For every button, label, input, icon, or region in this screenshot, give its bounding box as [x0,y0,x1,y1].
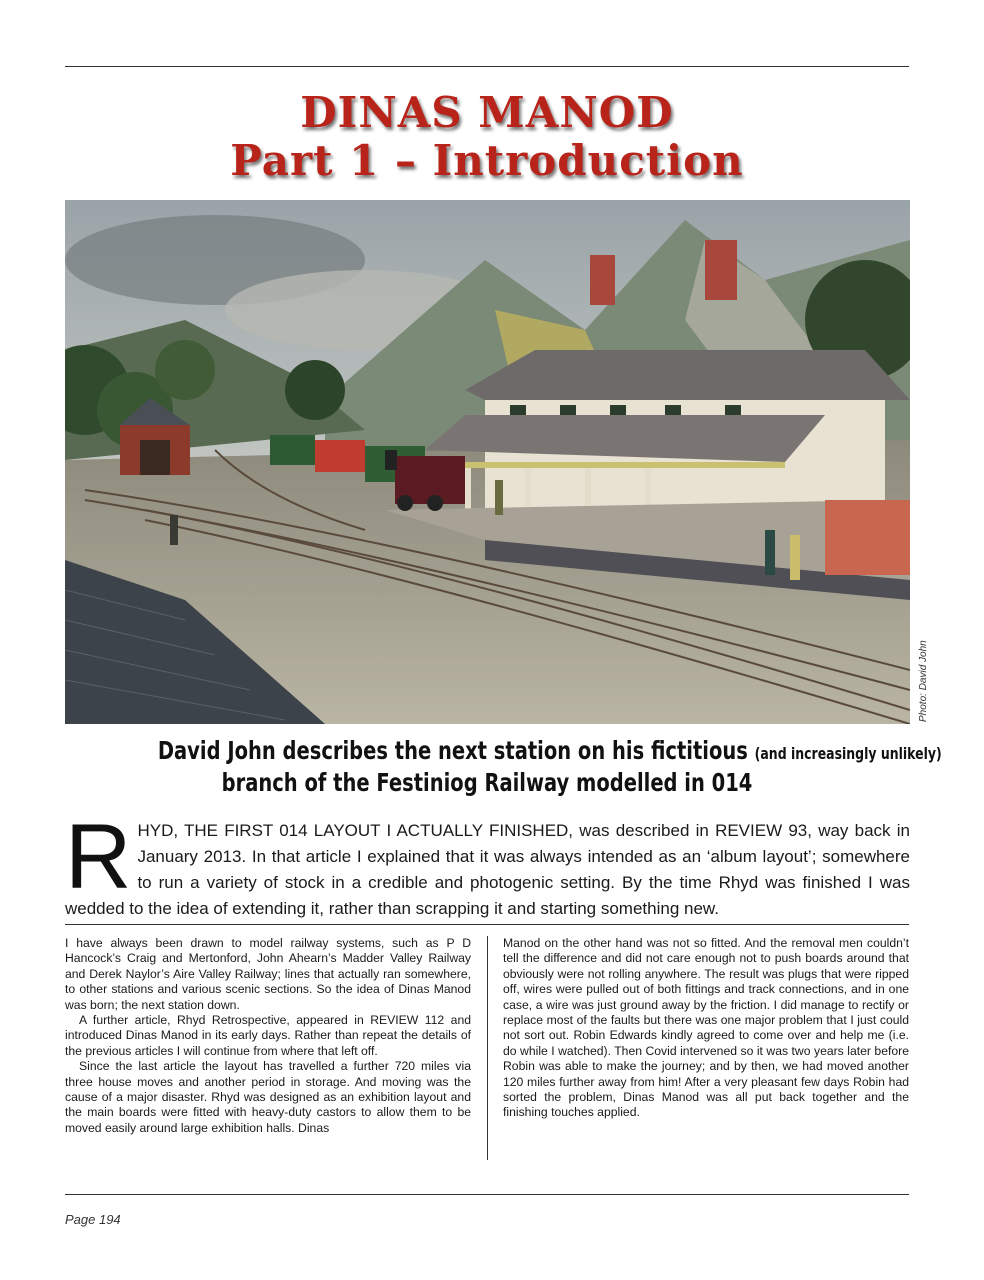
page-number: Page 194 [65,1212,121,1227]
intro-text: HYD, THE FIRST 014 LAYOUT I ACTUALLY FINISHED, was described in REVIEW 93, way back in January 2013. In that article I explained that it was always intended as an ‘album layout’; somewhere to run a variety of stock in a credible and photogenic setting. By the time Rhyd was finished I was wedded to the idea of extending it, rather than scrapping it and starting something new. [65,821,910,918]
standfirst-line-2: branch of the Festiniog Railway modelled in 014 [221,768,753,797]
drop-cap: R [65,806,132,908]
body-column-left [65,936,471,1136]
intro-paragraph [65,806,910,922]
intro-rule [65,924,909,925]
body-column-right [503,936,909,1121]
standfirst-aside-text: (and increasingly unlikely) [754,744,942,763]
column-divider [487,936,488,1160]
standfirst-line-1 [157,736,942,765]
bottom-rule [65,1194,909,1195]
body-paragraph: Since the last article the layout has travelled a further 720 miles via three house moves and another period in storage. And moving was the cause of a major disaster. Rhyd was designed as an exhibition layout and the main boards were fitted with heavy-duty castors to allow them to be moved easily around large exhibition halls. Dinas [65,1059,471,1135]
body-paragraph: A further article, Rhyd Retrospective, appeared in REVIEW 112 and introduced Dinas Manod in its early days. Rather than repeat the details of the previous articles I will continue from where that left off. [65,1013,471,1058]
body-paragraph: Manod on the other hand was not so fitted. And the removal men couldn’t tell the difference and did not care enough not to push boards around that obviously were not rolling anywhere. The result was plugs that were ripped off, wires were pulled out of both fittings and track connections, and in one case, a wire was just ground away by the friction. I did manage to rectify or replace most of the faults but there was one major problem that I just could not sort out. Robin Edwards kindly agreed to come over and help me (i.e. do while I watched). Then Covid intervened so it was two years later before Robin was able to make the journey; and by then, we had moved another 120 miles further away from him! After a very pleasant few days Robin had sorted the problem, Dinas Manod was all put back together and the finishing touches applied. [503,936,909,1120]
standfirst-main-text: David John describes the next station on his fictitious [157,736,748,765]
top-rule [65,66,909,67]
photo-credit: Photo: David John [918,640,929,722]
article-title-line-2: Part 1 – Introduction [230,136,744,185]
body-paragraph: I have always been drawn to model railway systems, such as P D Hancock’s Craig and Mertonford, John Ahearn’s Madder Valley Railway and Derek Naylor’s Aire Valley Railway; lines that actually ran somewhere, to other stations and various scenic sections. So the idea of Dinas Manod was born; the next station down. [65,936,471,1012]
layout-photo [65,200,910,724]
article-title-line-1: DINAS MANOD [300,88,674,137]
